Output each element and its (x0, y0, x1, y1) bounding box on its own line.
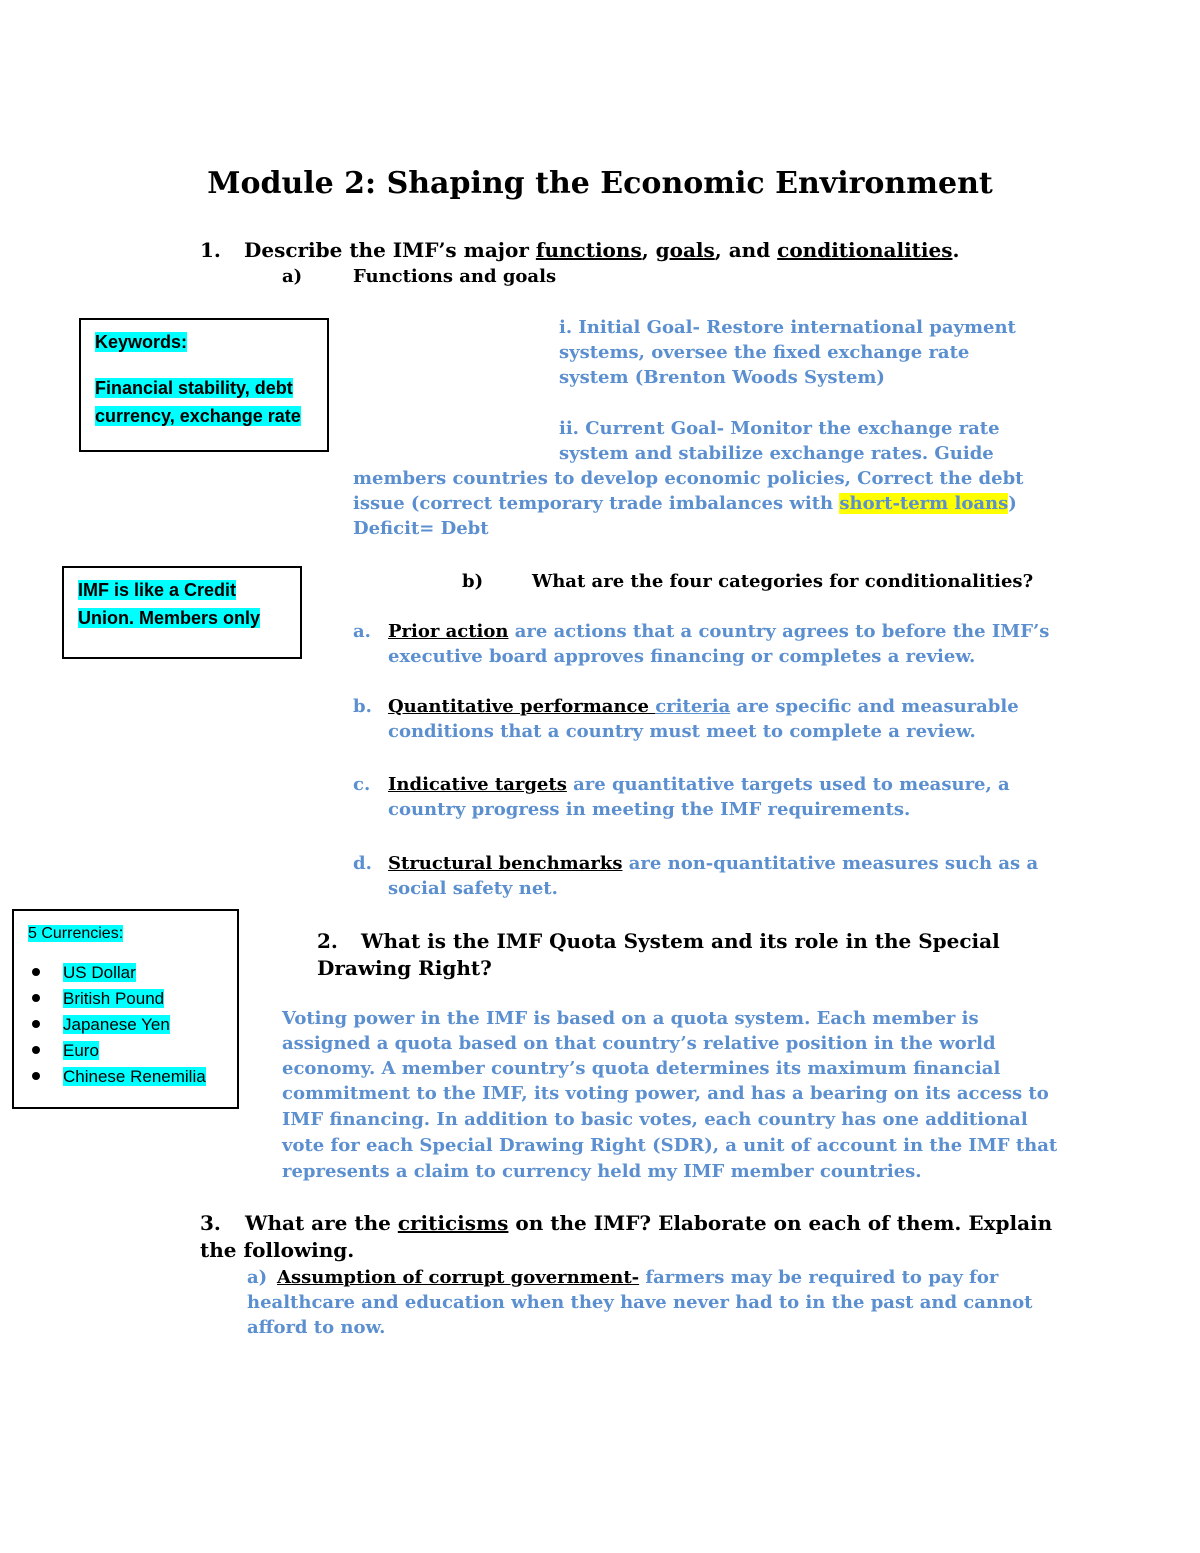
q3-pre: What are the (245, 1211, 398, 1235)
cond-d-line-1 (388, 851, 1038, 876)
q1-mid: , and (714, 238, 778, 262)
q1-a-label: a) (282, 266, 303, 287)
q1-b-label: b) (462, 571, 484, 592)
q2-number: 2. (317, 929, 338, 953)
q3-a-line-3: afford to now. (247, 1317, 386, 1338)
deficit-line: Deficit= Debt (353, 518, 489, 539)
page-title: Module 2: Shaping the Economic Environment (207, 166, 993, 201)
cond-c-line-2: country progress in meeting the IMF requirements. (388, 799, 911, 820)
bullet-icon (32, 1072, 40, 1080)
q2-answer-4: commitment to the IMF, its voting power, and has a bearing on its access to (282, 1083, 1049, 1104)
cond-d-label: d. (353, 853, 372, 874)
q3-line-2: the following. (200, 1238, 355, 1262)
currency-row-3 (63, 1012, 170, 1037)
issue-pre: issue (correct temporary trade imbalances with (353, 493, 840, 514)
currency-row-1 (63, 960, 136, 985)
imf-note-box (62, 566, 302, 659)
q3-a-line-1 (277, 1265, 998, 1290)
issue-post: ) (1008, 493, 1017, 514)
q1-functions: functions (535, 238, 642, 262)
cond-c-label: c. (353, 774, 371, 795)
bullet-icon (32, 994, 40, 1002)
bullet-icon (32, 968, 40, 976)
cond-b-term: Quantitative performance (388, 696, 656, 717)
goal-line-6: members countries to develop economic policies, Correct the debt (353, 468, 1024, 489)
cond-a-term: Prior action (388, 621, 509, 642)
imf-note-line-2-row (78, 604, 260, 632)
goal-line-4: ii. Current Goal- Monitor the exchange rate (559, 418, 1000, 439)
q2-answer-6: vote for each Special Drawing Right (SDR), a unit of account in the IMF that (282, 1135, 1058, 1156)
goal-line-5: system and stabilize exchange rates. Guide (559, 443, 994, 464)
cond-b-text: are specific and measurable (730, 696, 1019, 717)
keywords-line-2-row (95, 402, 301, 430)
currency-item: Japanese Yen (63, 1015, 170, 1034)
q1-number: 1. (200, 238, 221, 262)
q3-a-line-2: healthcare and education when they have never had to in the past and cannot (247, 1292, 1033, 1313)
currencies-box (12, 909, 239, 1109)
currency-row-4 (63, 1038, 99, 1063)
currencies-label-row (28, 921, 123, 946)
cond-b-line-1 (388, 694, 1019, 719)
keywords-box (79, 318, 329, 452)
currency-item: Euro (63, 1041, 99, 1060)
currency-row-2 (63, 986, 164, 1011)
q1-heading (244, 238, 959, 263)
q1-a-text: Functions and goals (353, 266, 557, 287)
q2-line-2: Drawing Right? (317, 956, 492, 980)
q3-a-text: farmers may be required to pay for (639, 1267, 999, 1288)
imf-note-line-1-row (78, 576, 236, 604)
q1-b-text: What are the four categories for conditionalities? (532, 571, 1034, 592)
q1-conditionalities: conditionalities (777, 238, 953, 262)
goal-line-7 (353, 491, 1017, 516)
goal-line-2: systems, oversee the fixed exchange rate (559, 342, 970, 363)
q3-number: 3. (200, 1211, 221, 1235)
q1-pre: Describe the IMF’s major (244, 238, 536, 262)
q2-answer-1: Voting power in the IMF is based on a quota system. Each member is (282, 1008, 979, 1029)
cond-a-label: a. (353, 621, 371, 642)
q2-answer-2: assigned a quota based on that country’s relative position in the world (282, 1033, 996, 1054)
q1-comma: , (641, 238, 656, 262)
cond-b-label: b. (353, 696, 372, 717)
cond-a-line-2: executive board approves financing or completes a review. (388, 646, 976, 667)
cond-b-line-2: conditions that a country must meet to complete a review. (388, 721, 976, 742)
q2-line-1: What is the IMF Quota System and its role in the Special (361, 929, 1000, 953)
cond-d-term: Structural benchmarks (388, 853, 623, 874)
q1-end: . (952, 238, 960, 262)
goal-line-3: system (Brenton Woods System) (559, 367, 885, 388)
q2-answer-7: represents a claim to currency held my IMF member countries. (282, 1161, 922, 1182)
cond-a-line-1 (388, 619, 1049, 644)
cond-c-line-1 (388, 772, 1010, 797)
q3-line-1 (245, 1210, 1052, 1237)
imf-note-line-1: IMF is like a Credit (78, 580, 237, 600)
cond-b-term2: criteria (655, 696, 731, 717)
cond-c-term: Indicative targets (388, 774, 567, 795)
imf-note-line-2: Union. Members only (78, 608, 261, 628)
cond-d-text: are non-quantitative measures such as a (622, 853, 1039, 874)
currency-row-5 (63, 1064, 206, 1089)
bullet-icon (32, 1046, 40, 1054)
cond-a-text: are actions that a country agrees to before the IMF’s (508, 621, 1050, 642)
q3-criticisms: criticisms (397, 1211, 509, 1235)
cond-d-line-2: social safety net. (388, 878, 558, 899)
keywords-label-row (95, 330, 187, 355)
bullet-icon (32, 1020, 40, 1028)
currency-item: British Pound (63, 989, 165, 1008)
q3-a-label: a) (247, 1267, 268, 1288)
q2-answer-5: IMF financing. In addition to basic votes, each country has one additional (282, 1109, 1028, 1130)
q1-goals: goals (655, 238, 715, 262)
currencies-label: 5 Currencies: (28, 925, 124, 942)
keywords-line-1: Financial stability, debt (95, 378, 293, 398)
q3-post: on the IMF? Elaborate on each of them. Explain (508, 1211, 1053, 1235)
currency-item: US Dollar (63, 963, 136, 982)
keywords-label: Keywords: (95, 332, 188, 352)
keywords-line-2: currency, exchange rate (95, 406, 301, 426)
q2-answer-3: economy. A member country’s quota determines its maximum financial (282, 1058, 1001, 1079)
goal-line-1: i. Initial Goal- Restore international payment (559, 317, 1016, 338)
keywords-line-1-row (95, 374, 293, 402)
currency-item: Chinese Renemilia (63, 1067, 206, 1086)
cond-c-text: are quantitative targets used to measure, a (566, 774, 1010, 795)
q3-a-term: Assumption of corrupt government- (277, 1267, 640, 1288)
short-term-loans-highlight: short-term loans (839, 493, 1009, 514)
